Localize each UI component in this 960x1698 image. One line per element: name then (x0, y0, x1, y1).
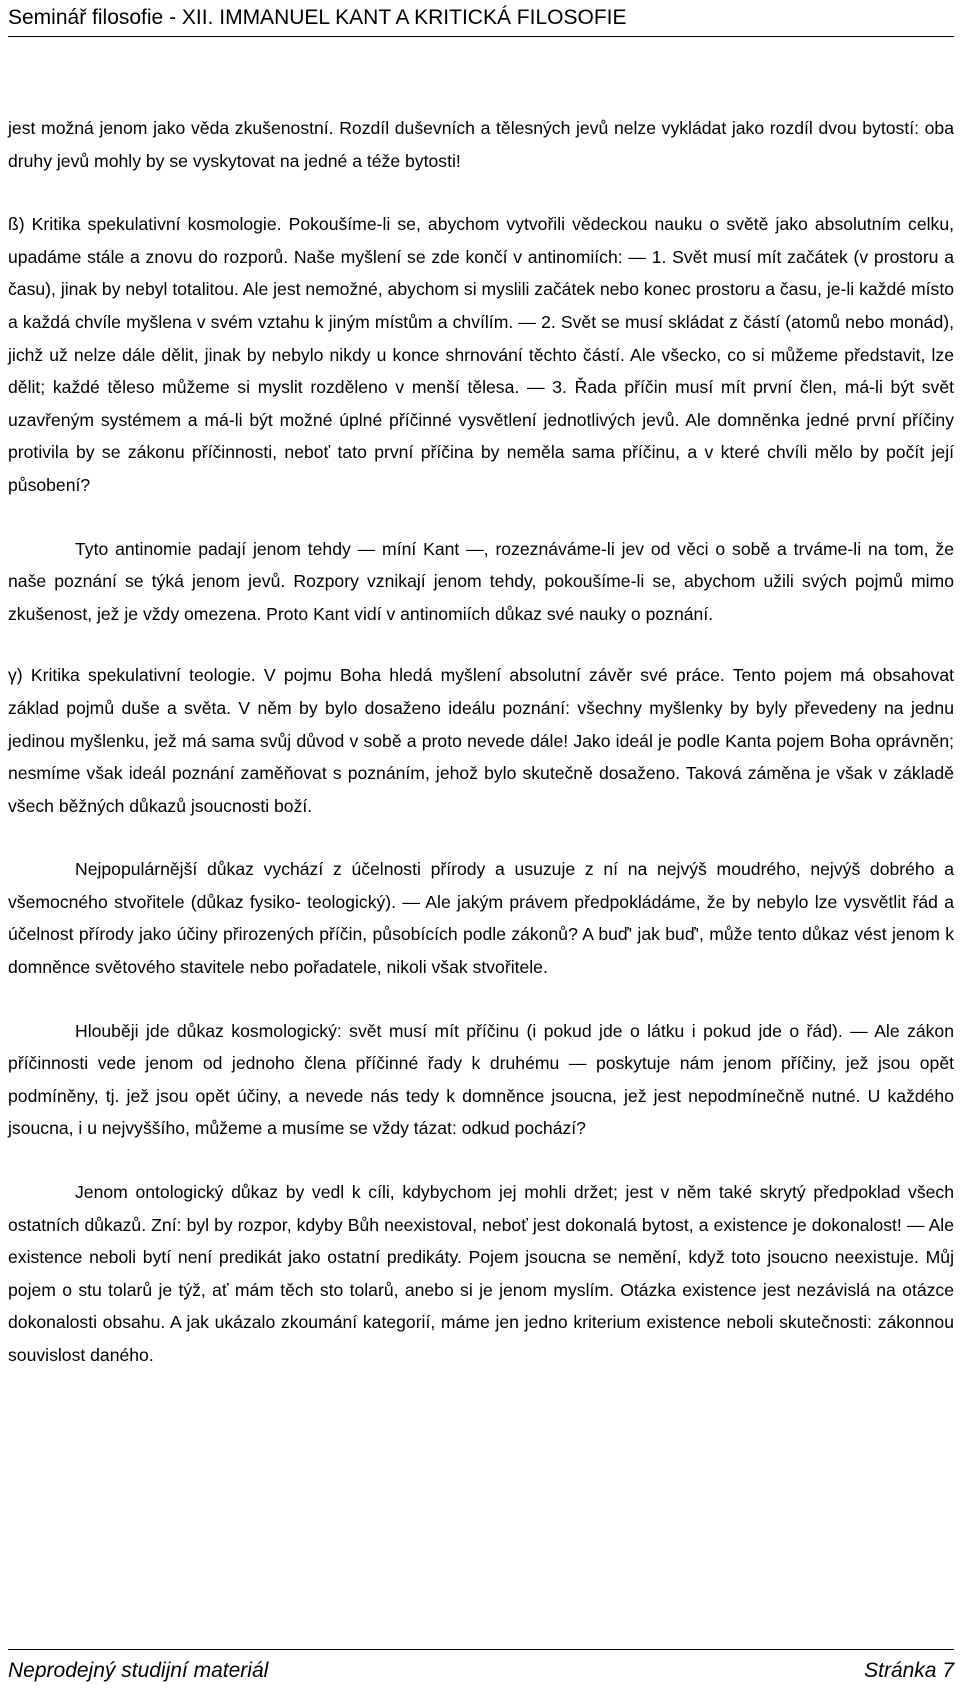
page-number: Stránka 7 (864, 1659, 954, 1682)
paragraph-continuation: jest možná jenom jako věda zkušenostní. Rozdíl duševních a tělesných jevů nelze vykládat jako rozdíl dvou bytostí: oba druhy jevů mohly by se vyskytovat na jedné a téže bytosti! (8, 118, 954, 171)
paragraph-cosmology-critique: ß) Kritika spekulativní kosmologie. Pokoušíme-li se, abychom vytvořili vědeckou nauku o světě jako absolutním celku, upadáme stále a znovu do rozporů. Naše myšlení se zde končí v antinomiích: — 1. Svět musí mít začátek (v prostoru a času), jinak by nebyl totalitou. Ale jest nemožné, abychom si myslili začátek nebo konec prostoru a času, je-li každé místo a každá chvíle myšlena v svém vztahu k jiným místům a chvílím. — 2. Svět se musí skládat z částí (atomů nebo monád), jichž už nelze dále dělit, jinak by nebylo nikdy u konce shrnování těchto částí. Ale všecko, co si můžeme představit, lze dělit; každé těleso můžeme si myslit rozděleno v menší tělesa. — 3. Řada příčin musí mít první člen, má-li být svět uzavřeným systémem a má-li být možné úplné příčinné vysvětlení jednotlivých jevů. Ale domněnka jedné první příčiny protivila by se zákonu příčinnosti, neboť tato první příčina by neměla sama příčinu, a v které chvíli mělo by počít její působení? (8, 214, 954, 495)
paragraph-physico-theological-proof: Nejpopulárnější důkaz vychází z účelnosti přírody a usuzuje z ní na nejvýš moudrého, nejvýš dobrého a všemocného stvořitele (důkaz fysiko- teologický). — Ale jakým právem předpokládáme, že by nebylo lze vysvětlit řád a účelnost přírody jako účiny přirozených příčin, působících podle zákonů? A buď' jak buď', může tento důkaz vést jenom k domněnce světového stavitele nebo pořadatele, nikoli však stvořitele. (8, 859, 954, 978)
header-title: Seminář filosofie - XII. IMMANUEL KANT A KRITICKÁ FILOSOFIE (8, 6, 627, 29)
paragraph-theology-critique: γ) Kritika spekulativní teologie. V pojmu Boha hledá myšlení absolutní závěr své práce. Tento pojem má obsahovat základ pojmů duše a světa. V něm by bylo dosaženo ideálu poznání: všechny myšlenky by byly převedeny na jednu jedinou myšlenku, jež má sama svůj důvod v sobě a proto nevede dále! Jako ideál je podle Kanta pojem Boha oprávněn; nesmíme však ideál poznání zaměňovat s poznáním, jehož bylo skutečně dosaženo. Taková záměna je však v základě všech běžných důkazů jsoucnosti boží. (8, 665, 954, 816)
page-header (8, 0, 954, 37)
footer-note: Neprodejný studijní materiál (8, 1659, 269, 1682)
paragraph-ontological-proof: Jenom ontologický důkaz by vedl k cíli, kdybychom jej mohli držet; jest v něm také skrytý předpoklad všech ostatních důkazů. Zní: byl by rozpor, kdyby Bůh neexistoval, neboť jest dokonalá bytost, a existence je dokonalost! — Ale existence neboli bytí není predikát jako ostatní predikáty. Pojem jsoucna se nemění, když toto jsoucno neexistuje. Můj pojem o stu tolarů je týž, ať mám těch sto tolarů, anebo si je jenom myslím. Otázka existence jest nezávislá na otázce dokonalosti obsahu. A jak ukázalo zkoumání kategorií, máme jen jedno kriterium existence neboli skutečnosti: zákonnou souvislost daného. (8, 1182, 954, 1365)
paragraph-antinomies: Tyto antinomie padají jenom tehdy — míní Kant —, rozeznáváme-li jev od věci o sobě a trváme-li na tom, že naše poznání se týká jenom jevů. Rozpory vznikají jenom tehdy, pokoušíme-li se, abychom užili svých pojmů mimo zkušenost, jež je vždy omezena. Proto Kant vidí v antinomiích důkaz své nauky o poznání. (8, 538, 954, 624)
page-footer (8, 1649, 954, 1694)
document-body (8, 112, 954, 1372)
paragraph-cosmological-proof: Hlouběji jde důkaz kosmologický: svět musí mít příčinu (i pokud jde o látku i pokud jde o řád). — Ale zákon příčinnosti vede jenom od jednoho člena příčinné řady k druhému — poskytuje nám jenom příčiny, jež jsou opět podmíněny, tj. jež jsou opět účiny, a nevede nás tedy k domněnce jsoucna, jež jest nepodmínečně nutné. U každého jsoucna, i u nejvyššího, můžeme a musíme se vždy tázat: odkud pochází? (8, 1020, 954, 1139)
